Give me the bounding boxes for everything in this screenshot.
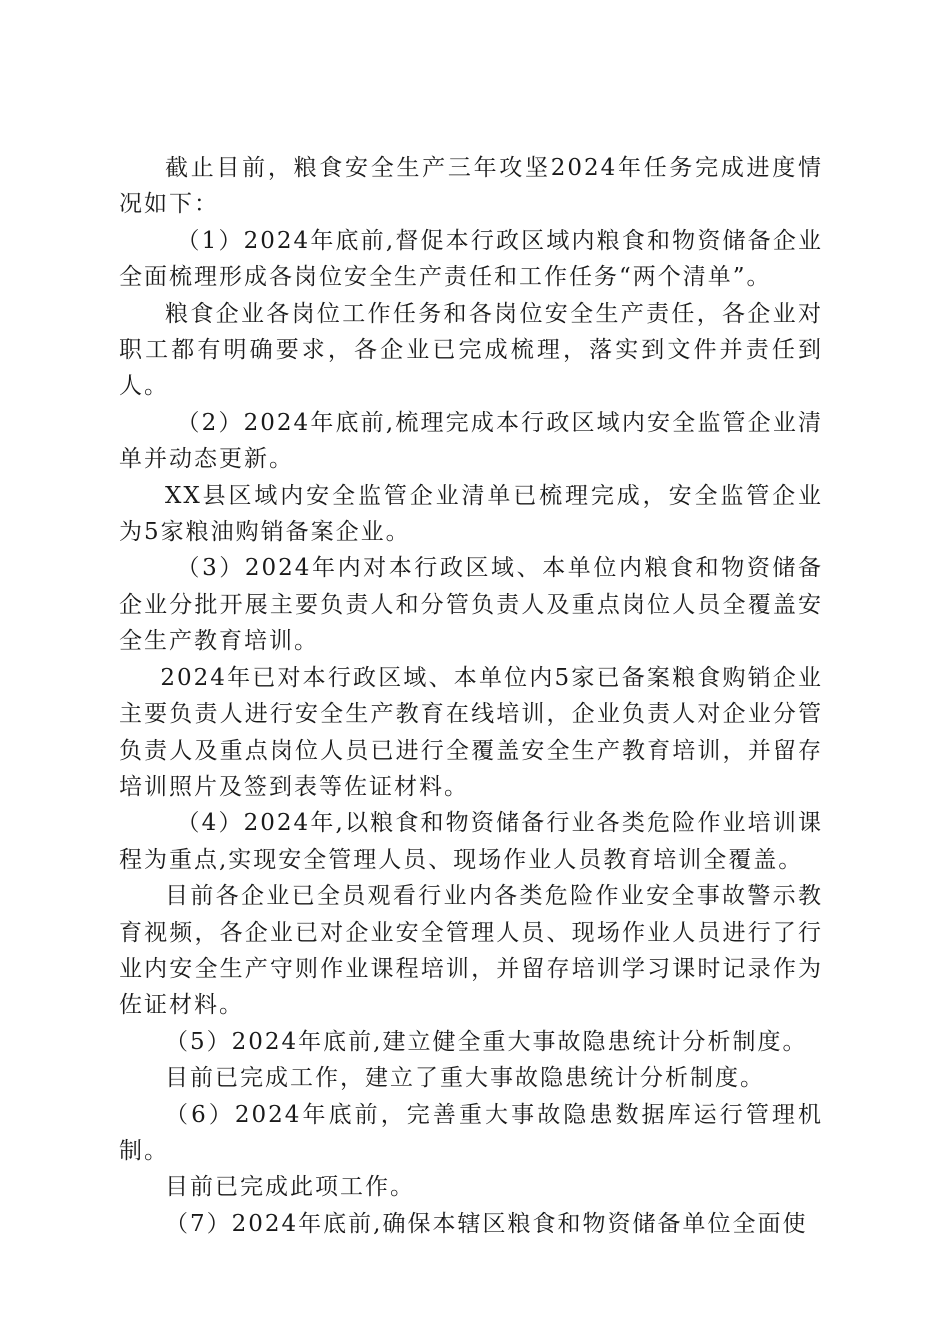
paragraph-progress-4: 目前各企业已全员观看行业内各类危险作业安全事故警示教育视频，各企业已对企业安全管理人员、现场作业人员进行了行业内安全生产守则作业课程培训，并留存培训学习课时记录作为佐证材料。 bbox=[119, 883, 823, 1019]
paragraph-task-7: （7）2024年底前,确保本辖区粮食和物资储备单位全面使 bbox=[165, 1210, 808, 1237]
paragraph-task-3: （3）2024年内对本行政区域、本单位内粮食和物资储备企业分批开展主要负责人和分管负责人及重点岗位人员全覆盖安全生产教育培训。 bbox=[119, 555, 823, 655]
document-body bbox=[119, 150, 823, 1242]
paragraph-task-1: （1）2024年底前,督促本行政区域内粮食和物资储备企业全面梳理形成各岗位安全生产责任和工作任务“两个清单”。 bbox=[119, 227, 823, 291]
paragraph-task-5: （5）2024年底前,建立健全重大事故隐患统计分析制度。 bbox=[165, 1028, 808, 1055]
paragraph-progress-5: 目前已完成工作，建立了重大事故隐患统计分析制度。 bbox=[165, 1065, 765, 1092]
paragraph-progress-6: 目前已完成此项工作。 bbox=[165, 1174, 415, 1201]
paragraph-progress-1: 粮食企业各岗位工作任务和各岗位安全生产责任，各企业对职工都有明确要求，各企业已完成梳理，落实到文件并责任到人。 bbox=[119, 300, 823, 400]
paragraph-progress-3: 2024年已对本行政区域、本单位内5家已备案粮食购销企业主要负责人进行安全生产教育在线培训，企业负责人对企业分管负责人及重点岗位人员已进行全覆盖安全生产教育培训，并留存培训照片及签到表等佐证材料。 bbox=[119, 664, 823, 800]
paragraph-intro: 截止目前，粮食安全生产三年攻坚2024年任务完成进度情况如下： bbox=[119, 155, 823, 218]
paragraph-task-4: （4）2024年,以粮食和物资储备行业各类危险作业培训课程为重点,实现安全管理人员、现场作业人员教育培训全覆盖。 bbox=[119, 810, 823, 873]
paragraph-task-6: （6）2024年底前，完善重大事故隐患数据库运行管理机制。 bbox=[119, 1101, 823, 1164]
paragraph-progress-2: XX县区域内安全监管企业清单已梳理完成，安全监管企业为5家粮油购销备案企业。 bbox=[119, 482, 823, 546]
paragraph-task-2: （2）2024年底前,梳理完成本行政区域内安全监管企业清单并动态更新。 bbox=[119, 409, 823, 473]
